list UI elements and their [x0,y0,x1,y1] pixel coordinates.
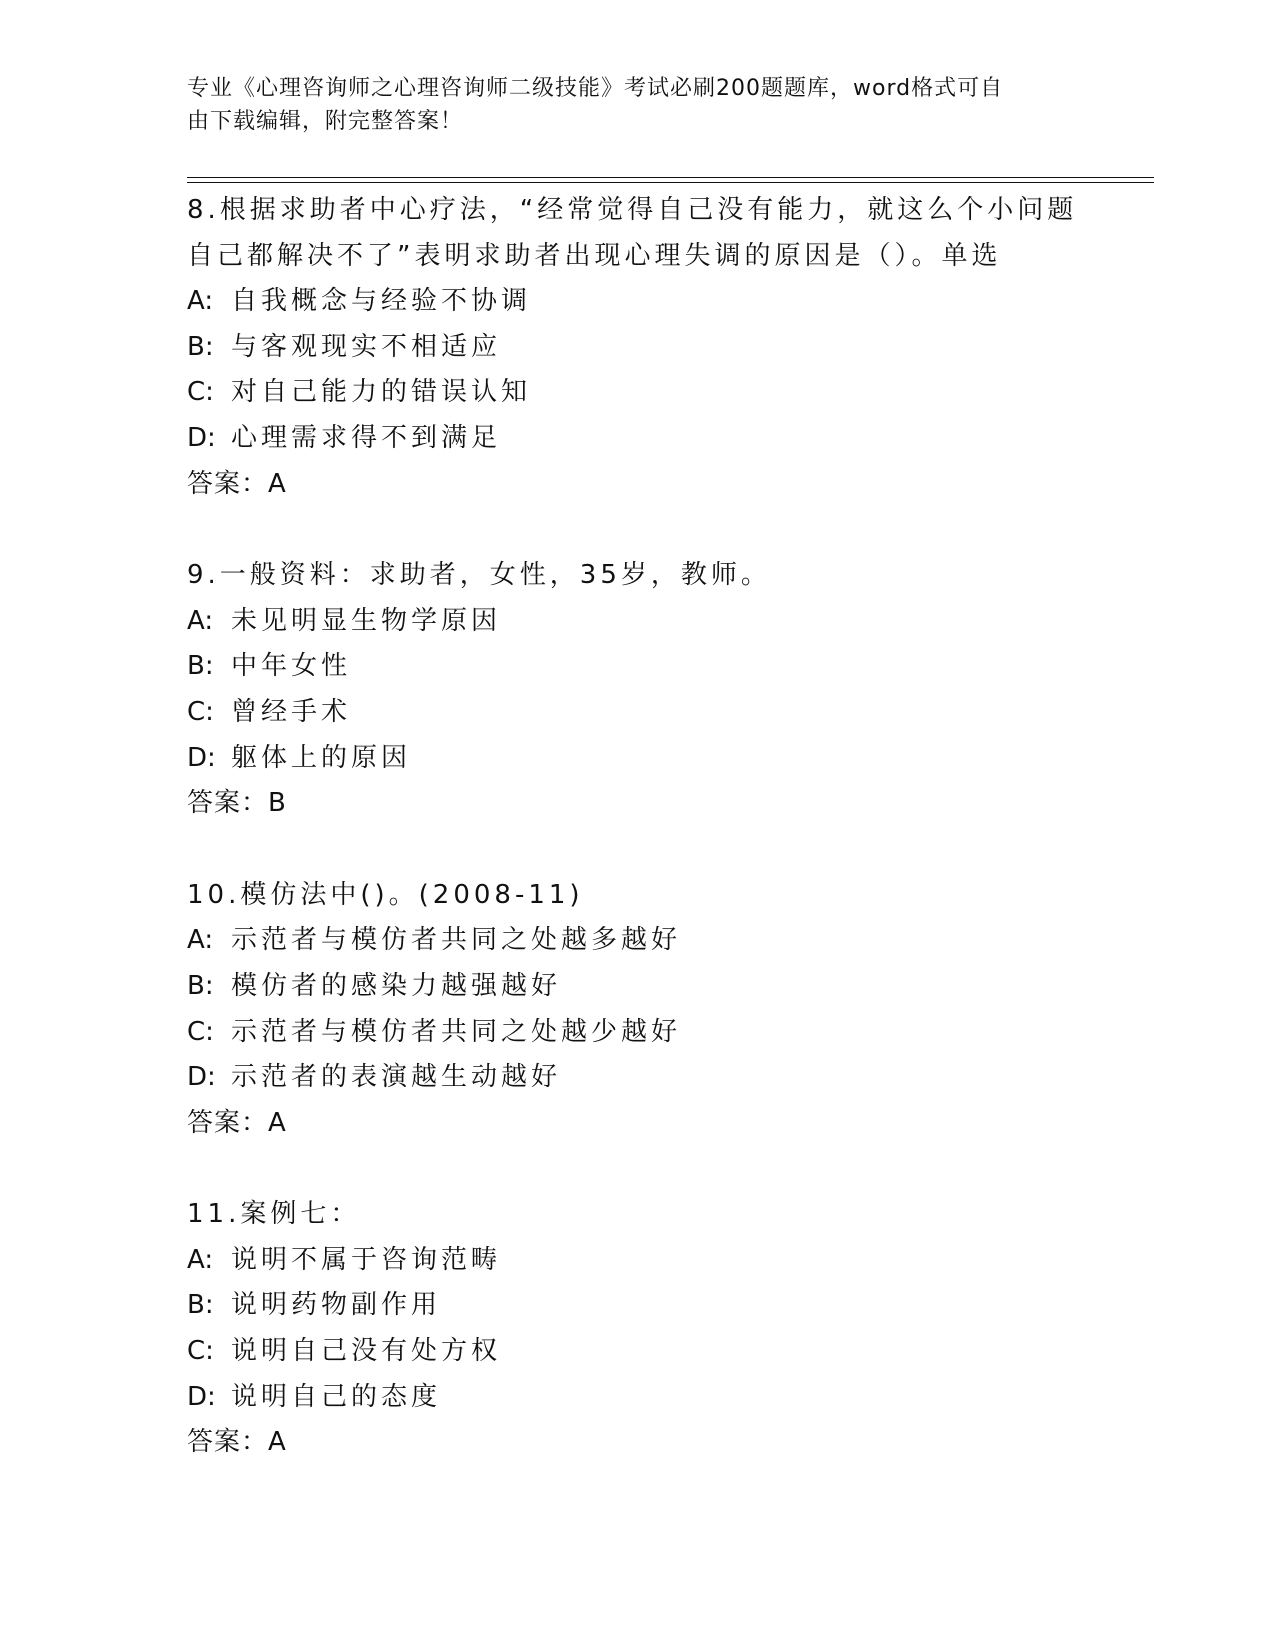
question-11 [187,1192,1087,1466]
option-letter: C: [187,1336,214,1367]
option-b [187,325,1087,371]
answer-line: 答案：A [187,468,287,499]
option-letter: D: [187,422,216,453]
option-letter: D: [187,1381,216,1412]
option-text: 说明不属于咨询范畴 [231,1244,502,1275]
question-stem-line: 8.根据求助者中心疗法，“经常觉得自己没有能力，就这么个小问题 [187,195,1078,225]
option-letter: D: [187,1062,216,1093]
question-stem-line: 自己都解决不了”表明求助者出现心理失调的原因是（）。单选 [187,240,1002,271]
question-stem-line: 10.模仿法中()。(2008-11) [187,879,584,910]
question-spacer [187,827,1087,873]
question-spacer [187,507,1087,553]
option-letter: A: [187,286,214,317]
option-letter: A: [187,605,214,636]
header-line-2: 由下载编辑，附完整答案！ [187,109,464,134]
question-9 [187,553,1087,827]
option-a [187,279,1087,325]
option-a [187,918,1087,964]
option-text: 示范者与模仿者共同之处越少越好 [231,1016,682,1047]
option-d [187,1375,1087,1421]
option-b [187,1283,1087,1329]
question-list [187,188,1087,1466]
option-d [187,416,1087,462]
option-c [187,1329,1087,1375]
option-text: 自我概念与经验不协调 [231,286,532,317]
option-text: 对自己能力的错误认知 [231,377,532,408]
question-spacer [187,1146,1087,1192]
option-letter: B: [187,1290,214,1321]
option-c [187,690,1087,736]
answer-line: 答案：A [187,1427,287,1458]
option-letter: A: [187,925,214,956]
option-letter: B: [187,331,214,362]
option-a [187,1238,1087,1284]
option-text: 示范者与模仿者共同之处越多越好 [231,925,682,956]
option-d [187,736,1087,782]
option-text: 躯体上的原因 [231,742,412,773]
question-stem-line: 11.案例七： [187,1199,361,1230]
question-8 [187,188,1087,507]
option-text: 曾经手术 [231,696,352,727]
option-text: 说明药物副作用 [231,1290,442,1321]
header-line-1: 专业《心理咨询师之心理咨询师二级技能》考试必刷200题题库，word格式可自 [187,76,1004,101]
header-divider-top [187,177,1154,178]
option-letter: A: [187,1244,214,1275]
header-divider-bottom [187,182,1154,183]
option-text: 说明自己的态度 [231,1381,442,1412]
answer-line: 答案：B [187,788,287,819]
option-text: 心理需求得不到满足 [231,422,502,453]
option-c [187,1010,1087,1056]
option-d [187,1055,1087,1101]
option-text: 模仿者的感染力越强越好 [231,970,562,1001]
option-c [187,370,1087,416]
option-b [187,964,1087,1010]
option-text: 未见明显生物学原因 [231,605,502,636]
option-letter: B: [187,651,214,682]
question-stem-line: 9.一般资料：求助者，女性，35岁，教师。 [187,560,771,591]
option-b [187,644,1087,690]
option-text: 说明自己没有处方权 [231,1336,502,1367]
option-text: 与客观现实不相适应 [231,331,502,362]
option-letter: D: [187,742,216,773]
option-text: 中年女性 [231,651,352,682]
option-letter: C: [187,696,214,727]
option-letter: B: [187,970,214,1001]
option-a [187,599,1087,645]
document-header [187,72,1067,138]
answer-line: 答案：A [187,1107,287,1138]
question-10 [187,873,1087,1147]
option-text: 示范者的表演越生动越好 [231,1062,562,1093]
option-letter: C: [187,1016,214,1047]
option-letter: C: [187,377,214,408]
